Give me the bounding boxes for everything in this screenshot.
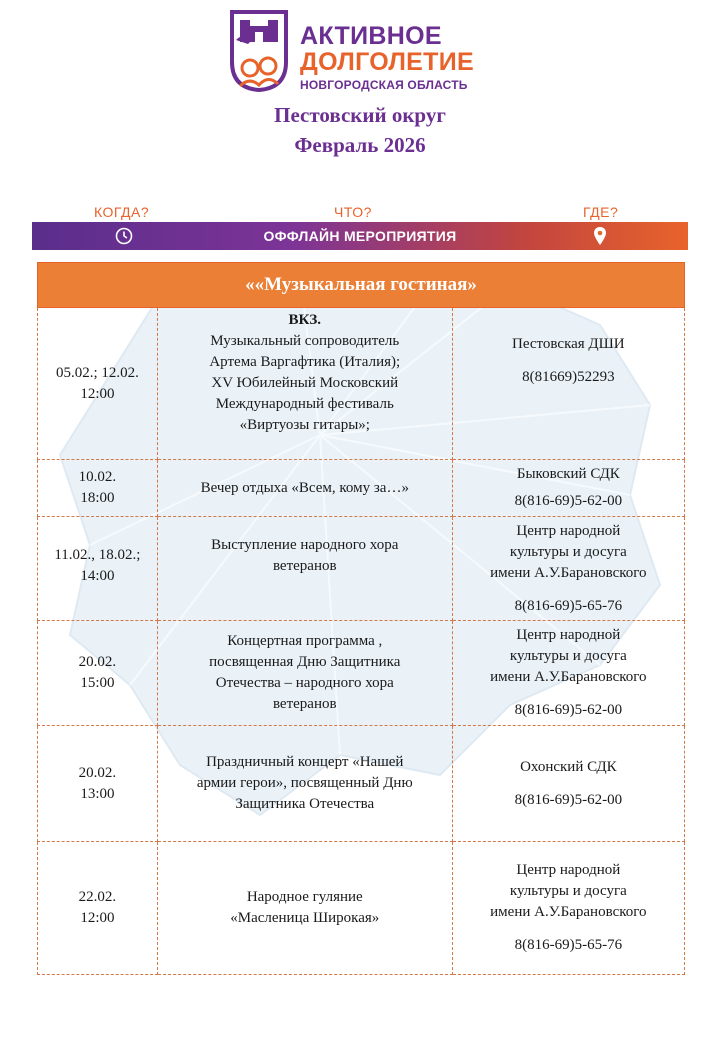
event-date: 20.02. (78, 764, 117, 781)
event-what-line: Артема Варгафтика (Италия); (209, 354, 401, 370)
event-what (157, 460, 452, 517)
event-where (452, 621, 684, 726)
table-row (38, 726, 685, 842)
event-phone: 8(816-69)5-62-00 (514, 493, 623, 509)
logo-title-line1: АКТИВНОЕ (300, 22, 442, 50)
logo-title-line2: ДОЛГОЛЕТИЕ (300, 48, 474, 76)
event-phone: 8(816-69)5-62-00 (514, 702, 623, 718)
event-when (38, 842, 158, 975)
event-what-line: Защитника Отечества (235, 796, 375, 812)
event-time: 12:00 (80, 385, 115, 402)
event-what (157, 621, 452, 726)
event-place-line: имени А.У.Барановского (490, 904, 647, 920)
event-what-line: посвященная Дню Защитника (209, 654, 401, 670)
offline-events-title: ОФФЛАЙН МЕРОПРИЯТИЯ (263, 228, 457, 244)
logo-emblem-icon (228, 10, 290, 92)
event-phone: 8(816-69)5-65-76 (514, 937, 623, 953)
event-what-line: Праздничный концерт «Нашей (206, 754, 404, 770)
table-row (38, 460, 685, 517)
table-row (38, 308, 685, 460)
event-what-line: ветеранов (272, 558, 337, 574)
offline-events-bar (32, 222, 688, 250)
event-place-line: Центр народной (516, 522, 621, 539)
event-date: 10.02. (78, 469, 117, 485)
event-what (157, 726, 452, 842)
month-title: Февраль 2026 (294, 133, 426, 157)
section-header-row (38, 263, 685, 308)
label-when: КОГДА? (94, 204, 150, 220)
event-what-line: «Виртуозы гитары»; (239, 417, 370, 433)
event-what (157, 842, 452, 975)
event-place-line: Центр народной (516, 862, 621, 878)
event-where (452, 308, 684, 460)
event-date: 11.02., 18.02.; (54, 547, 141, 563)
event-place-line: Центр народной (516, 627, 621, 643)
event-phone: 8(81669)52293 (522, 369, 615, 385)
event-place-line: культуры и досуга (509, 648, 627, 664)
table-row (38, 621, 685, 726)
event-date: 22.02. (78, 889, 117, 905)
event-what-line: армии герои», посвященный Дню (196, 775, 413, 791)
event-what-line: Международный фестиваль (215, 396, 394, 412)
event-what-line: Отечества – народного хора (215, 675, 394, 691)
event-when (38, 517, 158, 621)
district-title: Пестовский округ (274, 103, 446, 127)
table-row (38, 517, 685, 621)
event-time: 18:00 (80, 490, 115, 506)
event-time: 15:00 (80, 675, 115, 691)
event-what (157, 517, 452, 621)
event-what-line: XV Юбилейный Московский (211, 375, 399, 391)
event-place-line: имени А.У.Барановского (490, 564, 647, 581)
event-place-line: Пестовская ДШИ (512, 336, 625, 352)
location-pin-icon (593, 226, 607, 246)
event-place-line: Охонский СДК (520, 758, 617, 775)
event-phone: 8(816-69)5-65-76 (514, 597, 623, 614)
label-where: ГДЕ? (583, 204, 619, 220)
event-where (452, 726, 684, 842)
event-what-line: Вечер отдыха «Всем, кому за…» (200, 479, 409, 496)
event-where (452, 842, 684, 975)
section-title: ««Музыкальная гостиная» (38, 263, 685, 308)
event-what-line: Музыкальный сопроводитель (210, 333, 400, 349)
event-what-line: Народное гуляние (246, 889, 363, 905)
event-where (452, 517, 684, 621)
event-what-line: ветеранов (272, 696, 337, 712)
event-when (38, 308, 158, 460)
event-place-line: культуры и досуга (509, 543, 627, 560)
event-time: 13:00 (80, 785, 115, 802)
label-what: ЧТО? (334, 204, 372, 220)
event-time: 12:00 (80, 910, 115, 926)
logo (228, 10, 498, 94)
event-phone: 8(816-69)5-62-00 (514, 791, 623, 808)
logo-region: НОВГОРОДСКАЯ ОБЛАСТЬ (300, 78, 468, 92)
event-what-line: Концертная программа , (227, 633, 383, 649)
event-place-line: Быковский СДК (516, 466, 620, 482)
events-table (37, 262, 685, 975)
event-place-line: имени А.У.Барановского (490, 669, 647, 685)
event-what-heading: ВКЗ. (288, 312, 322, 328)
event-what (157, 308, 452, 460)
event-when (38, 460, 158, 517)
event-place-line: культуры и досуга (509, 883, 627, 899)
event-where (452, 460, 684, 517)
event-time: 14:00 (80, 568, 115, 584)
event-when (38, 726, 158, 842)
event-what-line: Выступление народного хора (211, 537, 399, 553)
event-date: 05.02.; 12.02. (55, 364, 139, 381)
table-row (38, 842, 685, 975)
event-when (38, 621, 158, 726)
event-what-line: «Масленица Широкая» (230, 910, 380, 926)
event-date: 20.02. (78, 654, 117, 670)
